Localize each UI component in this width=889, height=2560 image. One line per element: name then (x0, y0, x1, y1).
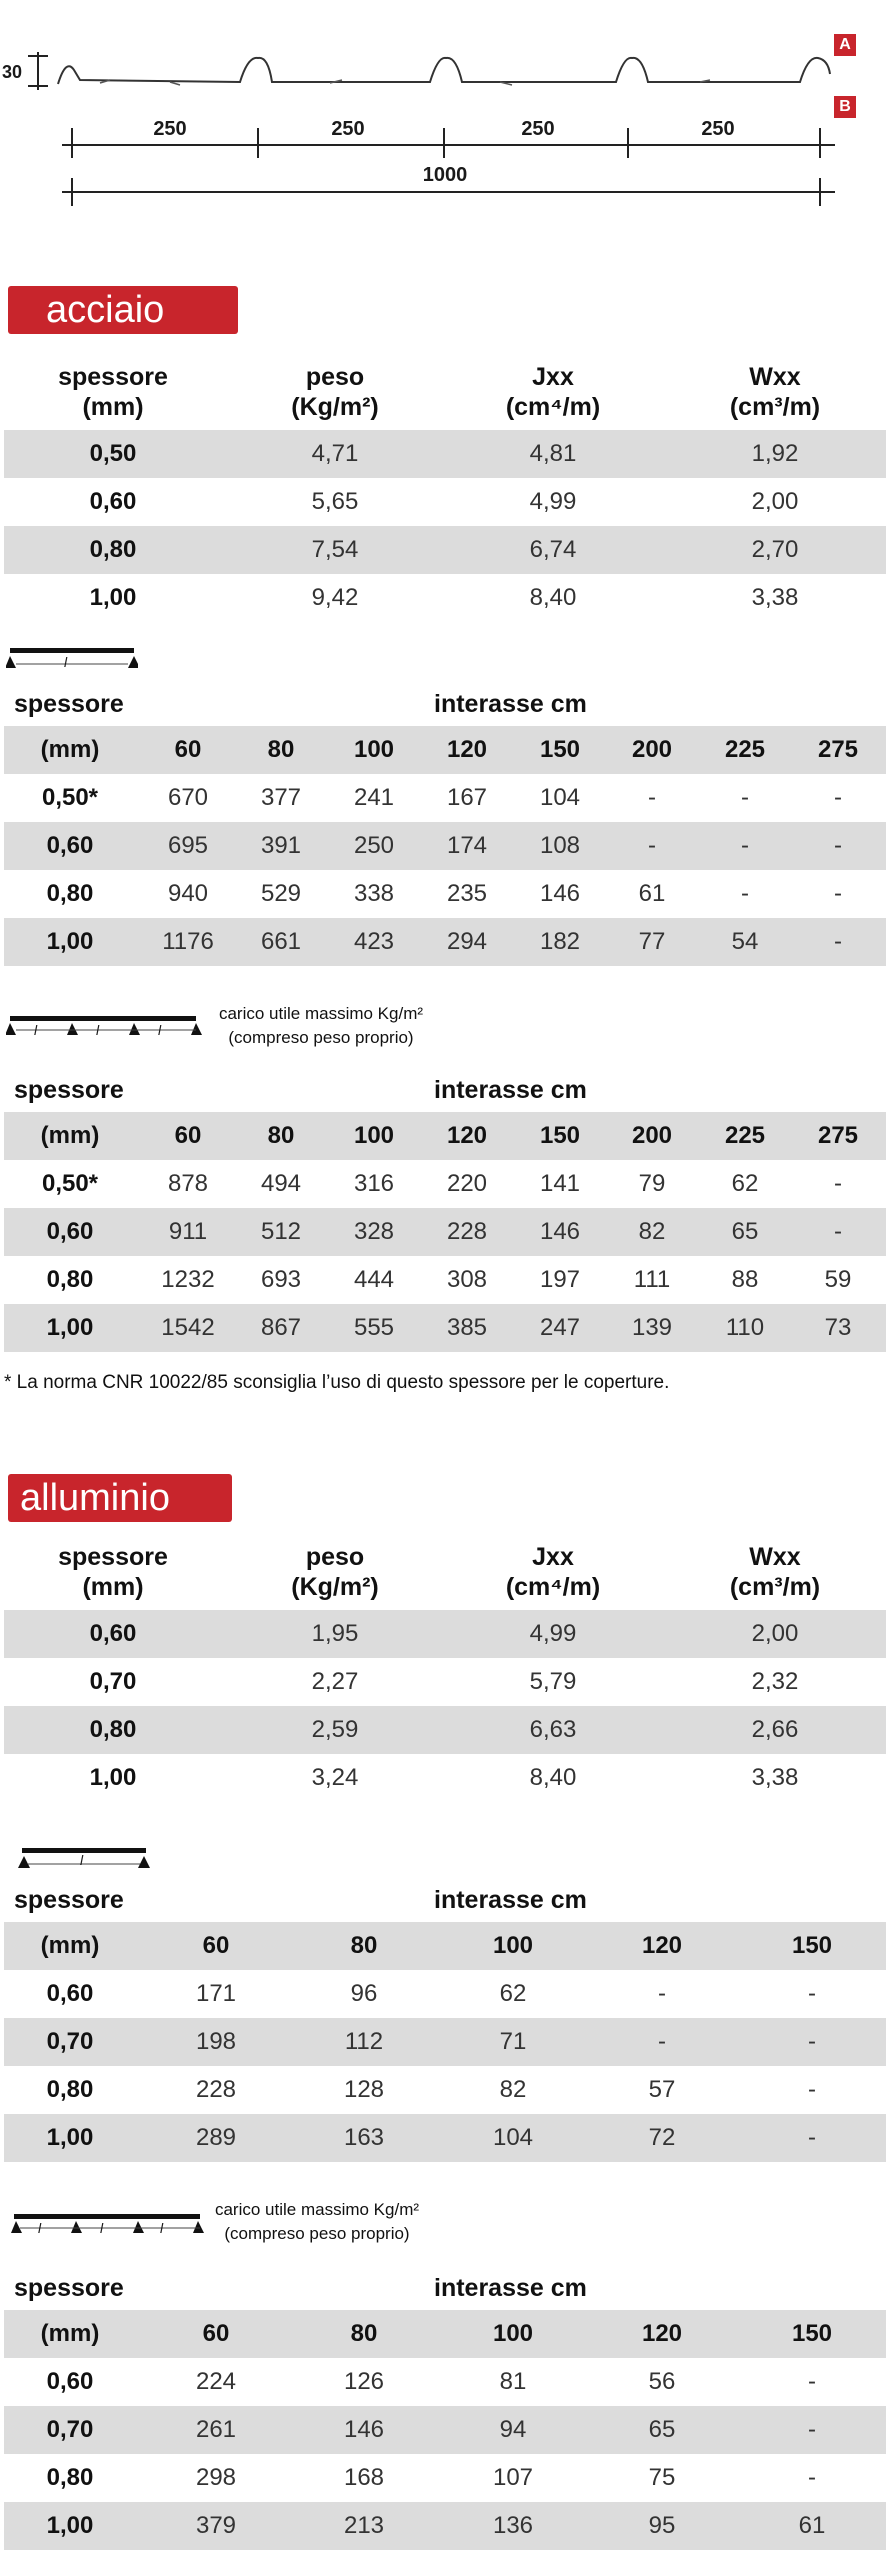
table-cell: 167 (446, 784, 488, 811)
table-cell: 6,63 (529, 1716, 577, 1743)
column-header: 275 (817, 1122, 859, 1149)
table-cell: 57 (648, 2076, 676, 2103)
table-cell: 0,50 (89, 440, 137, 467)
table-cell: - (834, 880, 842, 907)
table-cell: - (834, 1218, 842, 1245)
table-cell: 2,00 (751, 488, 799, 515)
table-cell: 228 (446, 1218, 488, 1245)
table-cell: 94 (499, 2416, 527, 2443)
column-header-unit: (cm³/m) (729, 393, 821, 421)
section-title-alluminio: alluminio (8, 1474, 232, 1522)
table-row (4, 1610, 886, 1658)
table-cell: - (808, 2076, 816, 2103)
table-cell: - (658, 2028, 666, 2055)
table-cell: 213 (343, 2512, 385, 2539)
spessore-label: spessore (14, 1076, 124, 1104)
table-row (4, 430, 886, 478)
table-cell: 0,80 (89, 536, 137, 563)
table-cell: 247 (539, 1314, 581, 1341)
table-cell: 73 (824, 1314, 852, 1341)
table-row (4, 1706, 886, 1754)
load-note-line1: carico utile massimo Kg/m² (218, 1004, 424, 1023)
column-header: 120 (641, 1932, 683, 1959)
table-cell: 54 (731, 928, 759, 955)
table-cell: 235 (446, 880, 488, 907)
table-row (4, 2018, 886, 2066)
table-cell: 163 (343, 2124, 385, 2151)
table-cell: 0,70 (89, 1668, 137, 1695)
marker-b: B (839, 98, 851, 115)
table-cell: 0,70 (46, 2028, 94, 2055)
table-cell: 4,99 (529, 488, 577, 515)
beam-span-label: l (64, 654, 68, 670)
table-cell: 171 (195, 1980, 237, 2007)
beam-span-label: l (34, 1022, 38, 1038)
header-row (4, 1922, 886, 1970)
table-cell: 224 (195, 2368, 237, 2395)
beam-span-label: l (158, 1022, 162, 1038)
beam-span-label: l (38, 2220, 42, 2236)
table-cell: 261 (195, 2416, 237, 2443)
column-header: 120 (641, 2320, 683, 2347)
table-row (4, 2114, 886, 2162)
column-header: 80 (267, 736, 295, 763)
table-cell: 1,00 (89, 584, 137, 611)
header-row (4, 1112, 886, 1160)
table-row (4, 2358, 886, 2406)
table-cell: 4,99 (529, 1620, 577, 1647)
table-cell: 385 (446, 1314, 488, 1341)
span-label-3: 250 (521, 118, 555, 140)
load-note-line2: (compreso peso proprio) (228, 1028, 414, 1047)
column-header: Wxx (749, 1543, 801, 1571)
table-cell: 136 (492, 2512, 534, 2539)
table-cell: 2,59 (311, 1716, 359, 1743)
table-cell: 104 (539, 784, 581, 811)
table-cell: 0,60 (46, 2368, 94, 2395)
table-cell: 146 (539, 880, 581, 907)
column-header: 60 (202, 2320, 230, 2347)
table-cell: 107 (492, 2464, 534, 2491)
table-row (4, 2502, 886, 2550)
table-cell: 61 (638, 880, 666, 907)
column-header: 120 (446, 1122, 488, 1149)
table-cell: 65 (648, 2416, 676, 2443)
table-row (4, 574, 886, 622)
table-cell: 65 (731, 1218, 759, 1245)
table-cell: 391 (260, 832, 302, 859)
table-cell: 182 (539, 928, 581, 955)
table-cell: 1232 (161, 1266, 215, 1293)
table-cell: 1542 (161, 1314, 215, 1341)
table-cell: 0,70 (46, 2416, 94, 2443)
table-cell: 0,50* (41, 784, 99, 811)
table-row (4, 1160, 886, 1208)
table-cell: 0,60 (89, 1620, 137, 1647)
table-cell: 72 (648, 2124, 676, 2151)
table-cell: - (834, 1170, 842, 1197)
table-cell: 228 (195, 2076, 237, 2103)
span-label-2: 250 (331, 118, 365, 140)
table-cell: 1,00 (89, 1764, 137, 1791)
table-cell: 338 (353, 880, 395, 907)
table-cell: 108 (539, 832, 581, 859)
table-row (4, 1208, 886, 1256)
column-header: spessore (58, 363, 168, 391)
table-cell: 0,60 (46, 1980, 94, 2007)
table-cell: 168 (343, 2464, 385, 2491)
column-header: (mm) (40, 2320, 100, 2347)
single-span-beam-icon (6, 642, 138, 682)
table-cell: - (808, 2368, 816, 2395)
column-header: (mm) (40, 1932, 100, 1959)
table-cell: 444 (353, 1266, 395, 1293)
table-cell: 4,71 (311, 440, 359, 467)
table-cell: - (741, 832, 749, 859)
table-cell: 82 (499, 2076, 527, 2103)
profile-shape (58, 58, 830, 84)
column-header: 200 (631, 1122, 673, 1149)
section-title-acciaio: acciaio (8, 286, 238, 334)
column-header: 80 (350, 1932, 378, 1959)
table-cell: 2,00 (751, 1620, 799, 1647)
table-cell: 3,38 (751, 1764, 799, 1791)
load-note-line1: carico utile massimo Kg/m² (214, 2200, 420, 2219)
table-cell: 61 (798, 2512, 826, 2539)
column-header: 150 (791, 1932, 833, 1959)
table-cell: - (808, 2124, 816, 2151)
table-row (4, 1256, 886, 1304)
table-cell: 59 (824, 1266, 852, 1293)
table-cell: 8,40 (529, 1764, 577, 1791)
table-cell: 294 (446, 928, 488, 955)
table-row (4, 478, 886, 526)
table-cell: - (808, 1980, 816, 2007)
table-cell: 1,00 (46, 1314, 94, 1341)
table-cell: 1,92 (751, 440, 799, 467)
table-row (4, 822, 886, 870)
table-cell: 197 (539, 1266, 581, 1293)
table-cell: 6,74 (529, 536, 577, 563)
table-cell: 494 (260, 1170, 302, 1197)
table-cell: 940 (167, 880, 209, 907)
table-cell: 0,60 (89, 488, 137, 515)
table-cell: 9,42 (311, 584, 359, 611)
table-cell: 0,80 (89, 1716, 137, 1743)
footnote: * La norma CNR 10022/85 sconsiglia l’uso di questo spessore per le coperture. (4, 1372, 670, 1393)
table-cell: 555 (353, 1314, 395, 1341)
column-header: Jxx (532, 1543, 574, 1571)
span-label-4: 250 (701, 118, 735, 140)
column-header: 225 (724, 1122, 766, 1149)
table-cell: 423 (353, 928, 395, 955)
table-cell: 96 (350, 1980, 378, 2007)
column-header-unit: (cm⁴/m) (505, 393, 601, 421)
table-cell: 529 (260, 880, 302, 907)
table-row (4, 1658, 886, 1706)
column-header: 60 (174, 1122, 202, 1149)
table-cell: 867 (260, 1314, 302, 1341)
table-cell: 104 (492, 2124, 534, 2151)
table-cell: 75 (648, 2464, 676, 2491)
table-cell: 81 (499, 2368, 527, 2395)
table-cell: 4,81 (529, 440, 577, 467)
table-cell: 298 (195, 2464, 237, 2491)
column-header: 150 (539, 1122, 581, 1149)
table-cell: 379 (195, 2512, 237, 2539)
table-cell: 1,00 (46, 928, 94, 955)
beam-span-label: l (80, 1852, 84, 1868)
table-cell: - (834, 928, 842, 955)
column-header-unit: (mm) (82, 393, 144, 421)
table-cell: 88 (731, 1266, 759, 1293)
column-header: 60 (202, 1932, 230, 1959)
table-cell: 62 (499, 1980, 527, 2007)
table-cell: 146 (539, 1218, 581, 1245)
table-cell: 3,38 (751, 584, 799, 611)
table-cell: 62 (731, 1170, 759, 1197)
column-header: 60 (174, 736, 202, 763)
table-cell: 308 (446, 1266, 488, 1293)
table-cell: 1176 (162, 928, 214, 955)
column-header: (mm) (40, 736, 100, 763)
table-cell: - (834, 832, 842, 859)
table-cell: 1,00 (46, 2512, 94, 2539)
column-header: spessore (58, 1543, 168, 1571)
table-cell: - (741, 784, 749, 811)
table-cell: - (648, 832, 656, 859)
column-header: 100 (492, 2320, 534, 2347)
table-cell: 174 (446, 832, 488, 859)
table-cell: 241 (353, 784, 395, 811)
spessore-label: spessore (14, 2274, 124, 2302)
table-cell: 695 (167, 832, 209, 859)
column-header: 100 (353, 736, 395, 763)
column-header-unit: (mm) (82, 1573, 144, 1601)
table-cell: 328 (353, 1218, 395, 1245)
table-cell: 220 (446, 1170, 488, 1197)
column-header-unit: (Kg/m²) (291, 393, 379, 421)
table-row (4, 918, 886, 966)
table-cell: 1,00 (46, 2124, 94, 2151)
table-cell: 316 (353, 1170, 395, 1197)
header-row (4, 726, 886, 774)
span-label-1: 250 (153, 118, 187, 140)
column-header: 200 (631, 736, 673, 763)
column-header: peso (305, 1543, 365, 1571)
column-header-unit: (cm⁴/m) (505, 1573, 601, 1601)
total-length-label: 1000 (422, 164, 468, 186)
table-cell: 198 (195, 2028, 237, 2055)
table-row (4, 1754, 886, 1802)
table-cell: 2,66 (751, 1716, 799, 1743)
interasse-label: interasse cm (434, 1886, 587, 1914)
table-cell: 126 (343, 2368, 385, 2395)
table-cell: 289 (195, 2124, 237, 2151)
table-cell: 670 (167, 784, 209, 811)
table-cell: 377 (260, 784, 302, 811)
table-row (4, 526, 886, 574)
table-cell: 5,79 (529, 1668, 577, 1695)
table-cell: 82 (638, 1218, 666, 1245)
table-cell: 79 (638, 1170, 666, 1197)
column-header: 100 (353, 1122, 395, 1149)
table-cell: - (808, 2416, 816, 2443)
beam-span-label: l (160, 2220, 164, 2236)
table-cell: 2,70 (751, 536, 799, 563)
column-header: 120 (446, 736, 488, 763)
table-cell: - (648, 784, 656, 811)
table-cell: 71 (499, 2028, 527, 2055)
column-header: 100 (492, 1932, 534, 1959)
column-header: peso (305, 363, 365, 391)
table-cell: 512 (260, 1218, 302, 1245)
table-cell: 8,40 (529, 584, 577, 611)
table-cell: - (741, 880, 749, 907)
table-cell: 139 (631, 1314, 673, 1341)
column-header-unit: (cm³/m) (729, 1573, 821, 1601)
beam-span-label: l (100, 2220, 104, 2236)
table-row (4, 2454, 886, 2502)
table-row (4, 774, 886, 822)
load-note-line2: (compreso peso proprio) (224, 2224, 410, 2243)
table-cell: 146 (343, 2416, 385, 2443)
table-cell: 0,80 (46, 1266, 94, 1293)
table-cell: 0,60 (46, 1218, 94, 1245)
column-header-unit: (Kg/m²) (291, 1573, 379, 1601)
profile-height-label: 30 (2, 62, 23, 82)
spessore-label: spessore (14, 1886, 124, 1914)
column-header: 150 (791, 2320, 833, 2347)
table-cell: - (658, 1980, 666, 2007)
interasse-label: interasse cm (434, 690, 587, 718)
table-cell: 0,80 (46, 2076, 94, 2103)
table-cell: 2,27 (311, 1668, 359, 1695)
table-cell: 0,50* (41, 1170, 99, 1197)
table-row (4, 1304, 886, 1352)
table-cell: 661 (260, 928, 302, 955)
table-cell: 0,60 (46, 832, 94, 859)
table-row (4, 1970, 886, 2018)
table-cell: 0,80 (46, 2464, 94, 2491)
table-cell: 250 (353, 832, 395, 859)
interasse-label: interasse cm (434, 1076, 587, 1104)
table-cell: 110 (725, 1314, 765, 1341)
table-cell: - (834, 784, 842, 811)
column-header: 80 (350, 2320, 378, 2347)
marker-a: A (839, 36, 851, 53)
table-cell: 3,24 (311, 1764, 359, 1791)
column-header: 225 (724, 736, 766, 763)
column-header: 80 (267, 1122, 295, 1149)
column-header: 275 (817, 736, 859, 763)
table-cell: 878 (167, 1170, 209, 1197)
table-cell: 0,80 (46, 880, 94, 907)
table-row (4, 2406, 886, 2454)
table-cell: 112 (344, 2028, 384, 2055)
table-cell: 141 (539, 1170, 581, 1197)
beam-span-label: l (96, 1022, 100, 1038)
table-cell: - (808, 2028, 816, 2055)
table-cell: 1,95 (311, 1620, 359, 1647)
table-cell: 7,54 (311, 536, 359, 563)
header-row (4, 2310, 886, 2358)
table-cell: 5,65 (311, 488, 359, 515)
table-cell: 128 (343, 2076, 385, 2103)
table-cell: 693 (260, 1266, 302, 1293)
column-header: Wxx (749, 363, 801, 391)
table-cell: 911 (168, 1218, 208, 1245)
table-cell: - (808, 2464, 816, 2491)
column-header: 150 (539, 736, 581, 763)
spessore-label: spessore (14, 690, 124, 718)
column-header: (mm) (40, 1122, 100, 1149)
table-cell: 56 (648, 2368, 676, 2395)
table-row (4, 2066, 886, 2114)
interasse-label: interasse cm (434, 2274, 587, 2302)
table-row (4, 870, 886, 918)
table-cell: 2,32 (751, 1668, 799, 1695)
table-cell: 77 (638, 928, 666, 955)
column-header: Jxx (532, 363, 574, 391)
table-cell: 111 (633, 1266, 671, 1293)
table-cell: 95 (648, 2512, 676, 2539)
